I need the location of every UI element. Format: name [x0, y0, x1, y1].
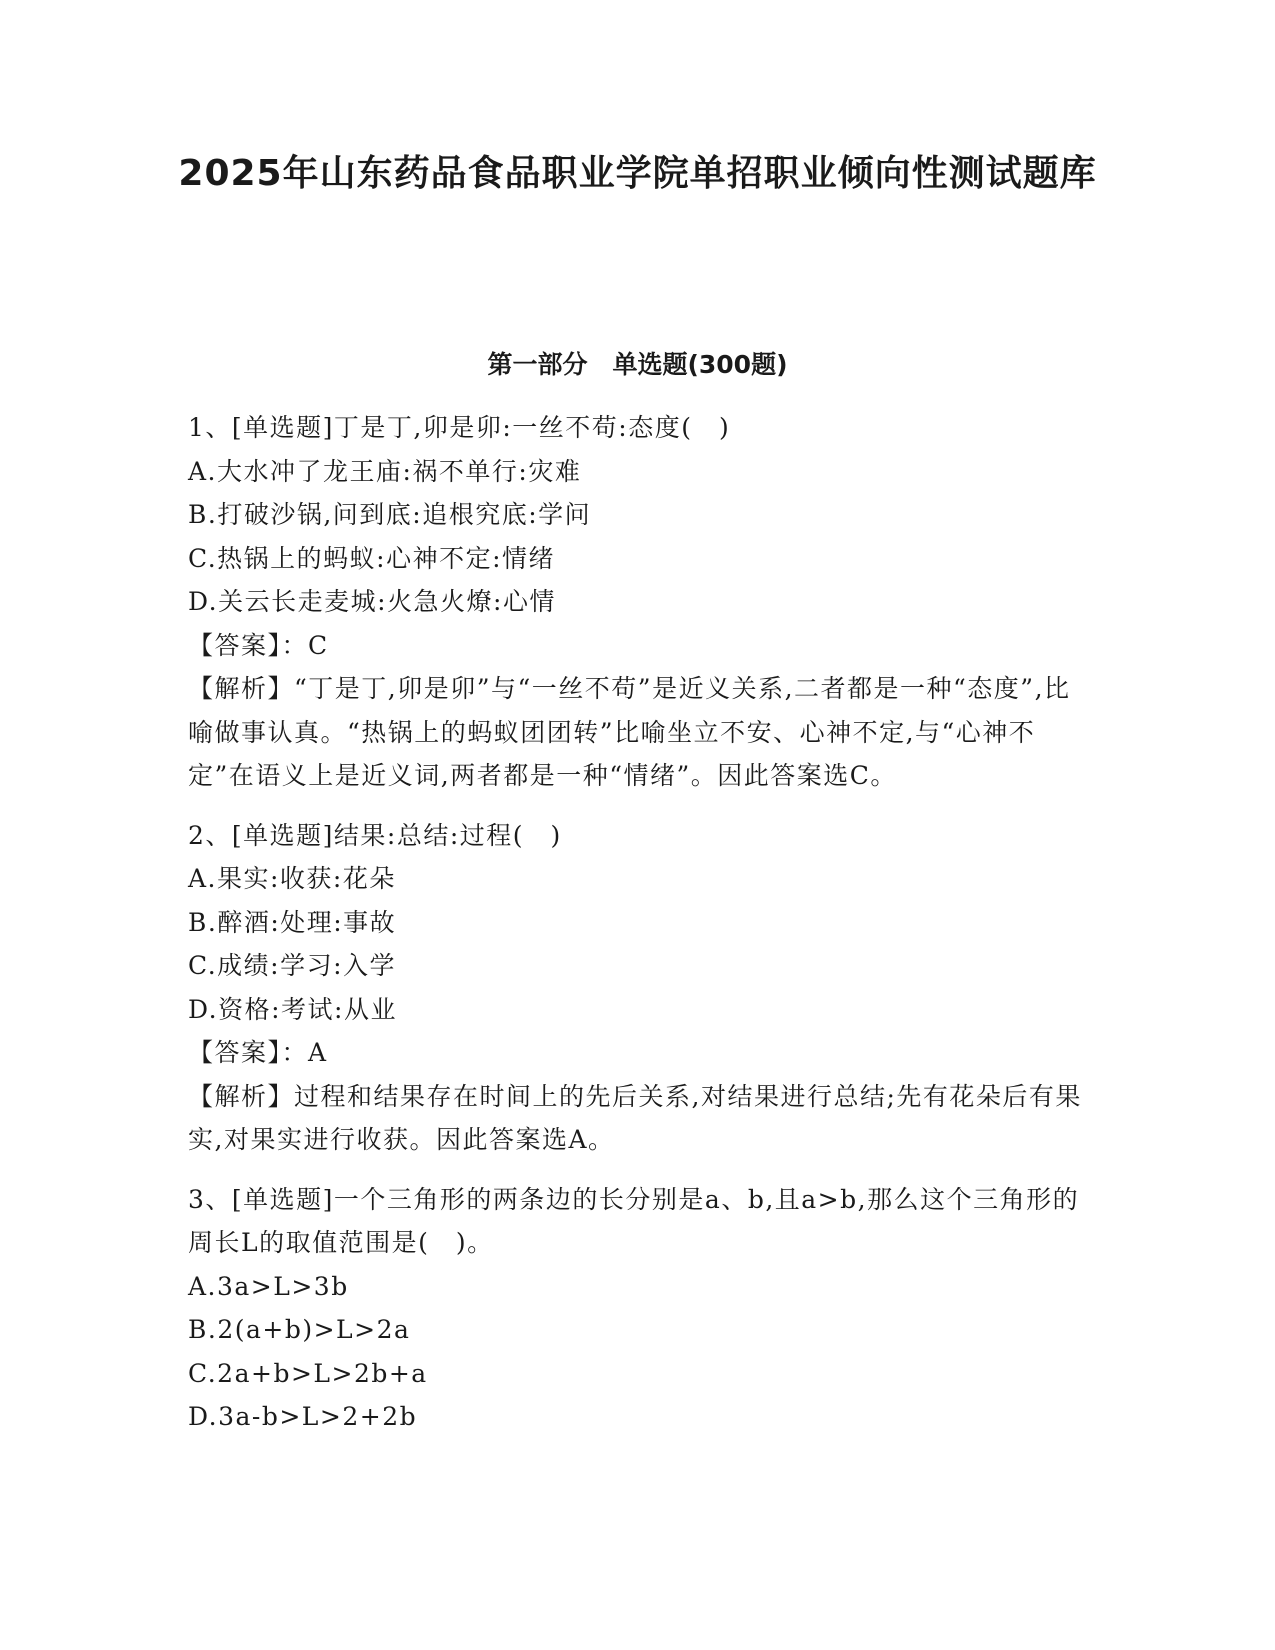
question-stem: 2、[单选题]结果:总结:过程( ): [188, 820, 562, 850]
option-a: A.3a>L>3b: [188, 1271, 349, 1301]
option-d: D.资格:考试:从业: [188, 994, 397, 1024]
option-b: B.打破沙锅,问到底:追根究底:学问: [188, 500, 592, 529]
analysis: 【解析】过程和结果存在时间上的先后关系,对结果进行总结;先有花朵后有果实,对果实进行收获。因此答案选A。: [188, 1081, 1082, 1154]
analysis: 【解析】“丁是丁,卯是卯”与“一丝不苟”是近义关系,二者都是一种“态度”,比喻做事认真。“热锅上的蚂蚁团团转”比喻坐立不安、心神不定,与“心神不定”在语义上是近义词,两者都是一种“情绪”。因此答案选C。: [188, 674, 1071, 790]
option-b: B.醉酒:处理:事故: [188, 907, 397, 937]
document-title: 2025年山东药品食品职业学院单招职业倾向性测试题库: [178, 153, 1097, 194]
question-stem: 1、[单选题]丁是丁,卯是卯:一丝不苟:态度( ): [188, 413, 731, 442]
question-3: [188, 1178, 1088, 1439]
answer: 【答案】：A: [188, 1038, 328, 1067]
option-c: C.热锅上的蚂蚁:心神不定:情绪: [188, 543, 556, 573]
option-d: D.关云长走麦城:火急火燎:心情: [188, 587, 556, 616]
option-a: A.大水冲了龙王庙:祸不单行:灾难: [188, 456, 582, 486]
option-d: D.3a-b>L>2+2b: [188, 1402, 418, 1431]
question-2: [188, 814, 1088, 1162]
option-c: C.2a+b>L>2b+a: [188, 1358, 428, 1388]
option-c: C.成绩:学习:入学: [188, 951, 397, 980]
option-b: B.2(a+b)>L>2a: [188, 1315, 411, 1344]
question-stem: 3、[单选题]一个三角形的两条边的长分别是a、b,且a>b,那么这个三角形的周长L的取值范围是( )。: [188, 1184, 1080, 1257]
option-a: A.果实:收获:花朵: [188, 864, 396, 893]
section-title: 第一部分 单选题(300题): [487, 350, 788, 379]
question-list: [188, 406, 1088, 1455]
answer: 【答案】：C: [188, 630, 329, 660]
question-1: [188, 406, 1088, 798]
